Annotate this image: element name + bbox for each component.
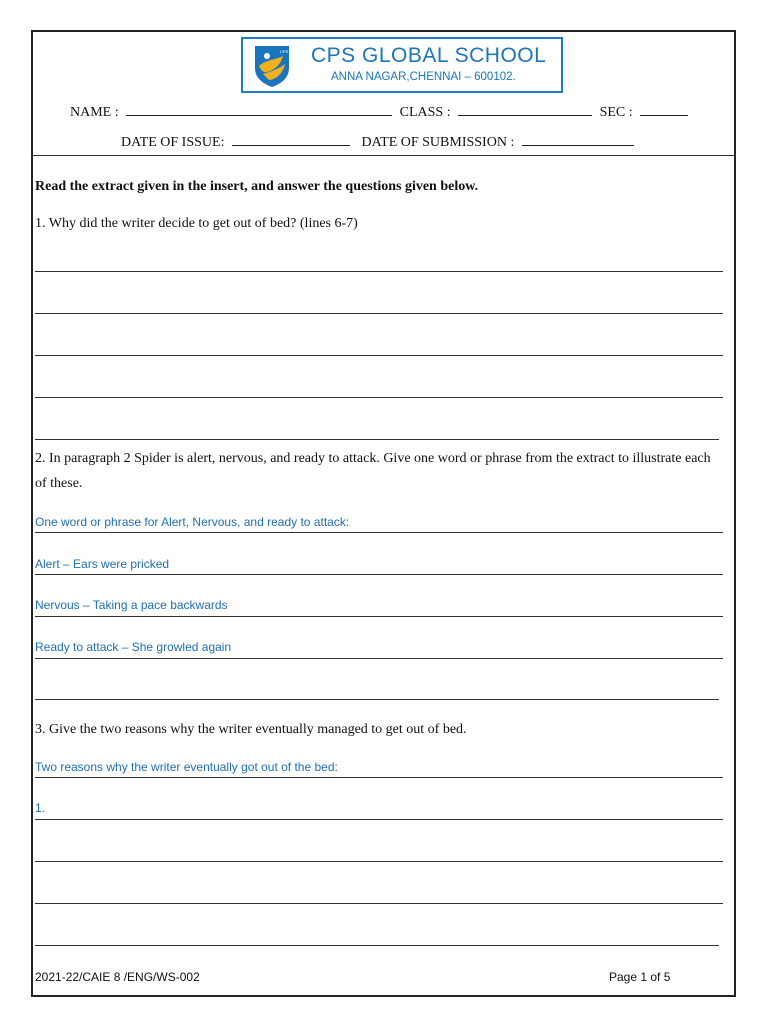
answer-line[interactable] (35, 861, 723, 862)
name-blank[interactable] (126, 103, 392, 116)
question-1: 1. Why did the writer decide to get out of bed? (lines 6-7) (35, 216, 358, 231)
instructions: Read the extract given in the insert, and answer the questions given below. (35, 179, 479, 194)
answer-line[interactable] (35, 945, 719, 946)
student-info-row (70, 103, 692, 121)
class-label: CLASS : (399, 105, 451, 120)
date-submission-blank[interactable] (522, 133, 634, 146)
school-logo (241, 37, 563, 93)
header-divider (31, 155, 736, 156)
answer-text: Two reasons why the writer eventually got out of the bed: (35, 760, 338, 774)
date-info-row (121, 133, 638, 151)
school-address: ANNA NAGAR,CHENNAI – 600102. (331, 71, 516, 83)
answer-line[interactable] (35, 355, 723, 356)
answer-line[interactable] (35, 313, 723, 314)
answer-line[interactable] (35, 574, 723, 575)
answer-line[interactable] (35, 699, 719, 700)
date-issue-label: DATE OF ISSUE: (121, 135, 225, 150)
answer-text: Alert – Ears were pricked (35, 557, 170, 571)
page-number: Page 1 of 5 (609, 970, 671, 984)
answer-line[interactable] (35, 903, 723, 904)
answer-text: One word or phrase for Alert, Nervous, and ready to attack: (35, 515, 350, 529)
name-label: NAME : (70, 105, 119, 120)
class-blank[interactable] (458, 103, 592, 116)
answer-line[interactable] (35, 819, 723, 820)
answer-text: 1. (35, 801, 46, 815)
question-3: 3. Give the two reasons why the writer eventually managed to get out of bed. (35, 722, 467, 737)
answer-text: Ready to attack – She growled again (35, 640, 232, 654)
answer-line[interactable] (35, 271, 723, 272)
answer-line[interactable] (35, 616, 723, 617)
answer-line[interactable] (35, 777, 723, 778)
answer-text: Nervous – Taking a pace backwards (35, 598, 228, 612)
school-name: CPS GLOBAL SCHOOL (311, 44, 547, 67)
sec-blank[interactable] (640, 103, 688, 116)
question-2: 2. In paragraph 2 Spider is alert, nervous, and ready to attack. Give one word or phrase from the extract to illustrate each of these. (35, 451, 711, 491)
answer-line[interactable] (35, 658, 723, 659)
answer-line[interactable] (35, 397, 723, 398)
answer-line[interactable] (35, 439, 719, 440)
shield-logo-icon (253, 44, 291, 88)
svg-text:CPS: CPS (280, 49, 289, 54)
date-submission-label: DATE OF SUBMISSION : (361, 135, 515, 150)
page-frame (31, 30, 736, 997)
document-code: 2021-22/CAIE 8 /ENG/WS-002 (35, 970, 200, 984)
answer-line[interactable] (35, 532, 723, 533)
date-issue-blank[interactable] (232, 133, 350, 146)
sec-label: SEC : (599, 105, 633, 120)
